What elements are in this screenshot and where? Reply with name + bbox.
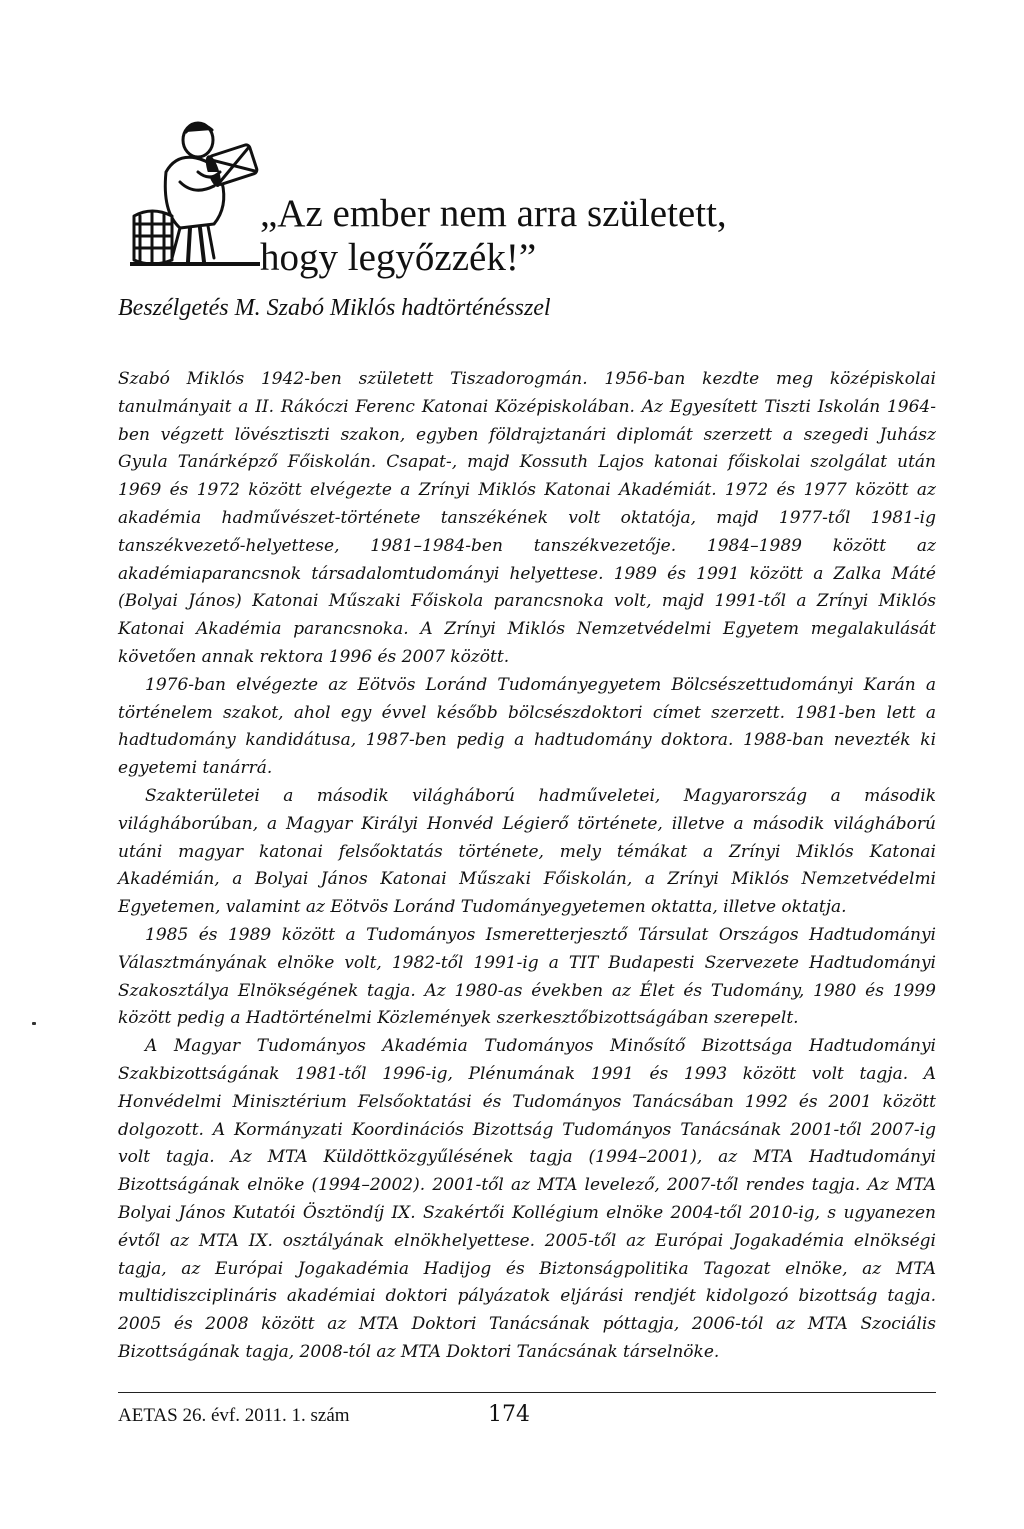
journal-citation: AETAS 26. évf. 2011. 1. szám: [118, 1405, 350, 1426]
footer-divider: [118, 1392, 936, 1393]
body-paragraph: 1976-ban elvégezte az Eötvös Loránd Tudományegyetem Bölcsészettudományi Karán a történelem szakot, ahol egy évvel később bölcsészdoktori címet szerzett. 1981-ben lett a hadtudomány kandidátusa, 1987-ben pedig a hadtudomány doktora. 1988-ban nevezték ki egyetemi tanárrá.: [118, 674, 936, 779]
article-subtitle: Beszélgetés M. Szabó Miklós hadtörténésszel: [118, 295, 551, 321]
title-line-2: hogy legyőzzék!”: [260, 236, 537, 279]
title-line-1: „Az ember nem arra született,: [260, 192, 727, 235]
body-paragraph: Szakterületei a második világháború hadműveletei, Magyarország a második világháborúban, a Magyar Királyi Honvéd Légierő története, illetve a második világháború utáni magyar katonai felsőoktatás története, mely témákat a Zrínyi Miklós Katonai Akadémián, a Bolyai János Katonai Műszaki Főiskolán, a Zrínyi Miklós Nemzetvédelmi Egyetemen, valamint az Eötvös Loránd Tudományegyetemen oktatta, illetve oktatja.: [118, 785, 936, 918]
body-paragraph: A Magyar Tudományos Akadémia Tudományos Minősítő Bizottsága Hadtudományi Szakbizottságának 1981-től 1996-ig, Plénumának 1991 és 1993 között volt tagja. A Honvédelmi Minisztérium Felsőoktatási és Tudományos Tanácsában 1992 és 2001 között dolgozott. A Kormányzati Koordinációs Bizottság Tudományos Tanácsának 2001-től 2007-ig volt tagja. Az MTA Küldöttközgyűlésének tagja (1994–2001), az MTA Hadtudományi Bizottságának elnöke (1994–2002). 2001-től az MTA levelező, 2007-től rendes tagja. Az MTA Bolyai János Kutatói Ösztöndíj IX. Szakértői Kollégium elnöke 2004-től 2010-ig, s ugyanezen évtől az MTA IX. osztályának elnökhelyettese. 2005-től az Európai Jogakadémia elnökségi tagja, az Európai Jogakadémia Hadijog és Biztonságpolitika Tagozat elnöke, az MTA multidiszciplináris akadémiai doktori pályázatok eljárási rendjét kidolgozó bizottság tagja. 2005 és 2008 között az MTA Doktori Tanácsának póttagja, 2006-tól az MTA Szociális Bizottságának tagja, 2008-tól az MTA Doktori Tanácsának társelnöke.: [118, 1036, 936, 1362]
margin-speck: [32, 1022, 36, 1025]
drummer-figure-icon: [110, 112, 270, 272]
page-number: 174: [488, 1402, 530, 1427]
article-body: [118, 366, 936, 1367]
body-paragraph: 1985 és 1989 között a Tudományos Ismeretterjesztő Társulat Országos Hadtudományi Választmányának elnöke volt, 1982-től 1991-ig a TIT Budapesti Szervezete Hadtudományi Szakosztálya Elnökségének tagja. Az 1980-as években az Élet és Tudomány, 1980 és 1999 között pedig a Hadtörténelmi Közlemények szerkesztőbizottságában szerepelt.: [118, 924, 936, 1029]
article-title: [260, 192, 727, 280]
body-paragraph: Szabó Miklós 1942-ben született Tiszadorogmán. 1956-ban kezdte meg középiskolai tanulmányait a II. Rákóczi Ferenc Katonai Középiskolában. Az Egyesített Tiszti Iskolán 1964-ben végzett lövésztiszti szakon, egyben földrajztanári diplomát szerzett a szegedi Juhász Gyula Tanárképző Főiskolán. Csapat-, majd Kossuth Lajos katonai főiskolai szolgálat után 1969 és 1972 között elvégezte a Zrínyi Miklós Katonai Akadémiát. 1972 és 1977 között az akadémia hadművészet-története tanszékének volt oktatója, majd 1977-től 1981-ig tanszékvezető-helyettese, 1981–1984-ben tanszékvezetője. 1984–1989 között az akadémiaparancsnok társadalomtudományi helyettese. 1989 és 1991 között a Zalka Máté (Bolyai János) Katonai Műszaki Főiskola parancsnoka volt, majd 1991-től a Zrínyi Miklós Katonai Akadémia parancsnoka. A Zrínyi Miklós Nemzetvédelmi Egyetem megalakulását követően annak rektora 1996 és 2007 között.: [118, 369, 936, 667]
